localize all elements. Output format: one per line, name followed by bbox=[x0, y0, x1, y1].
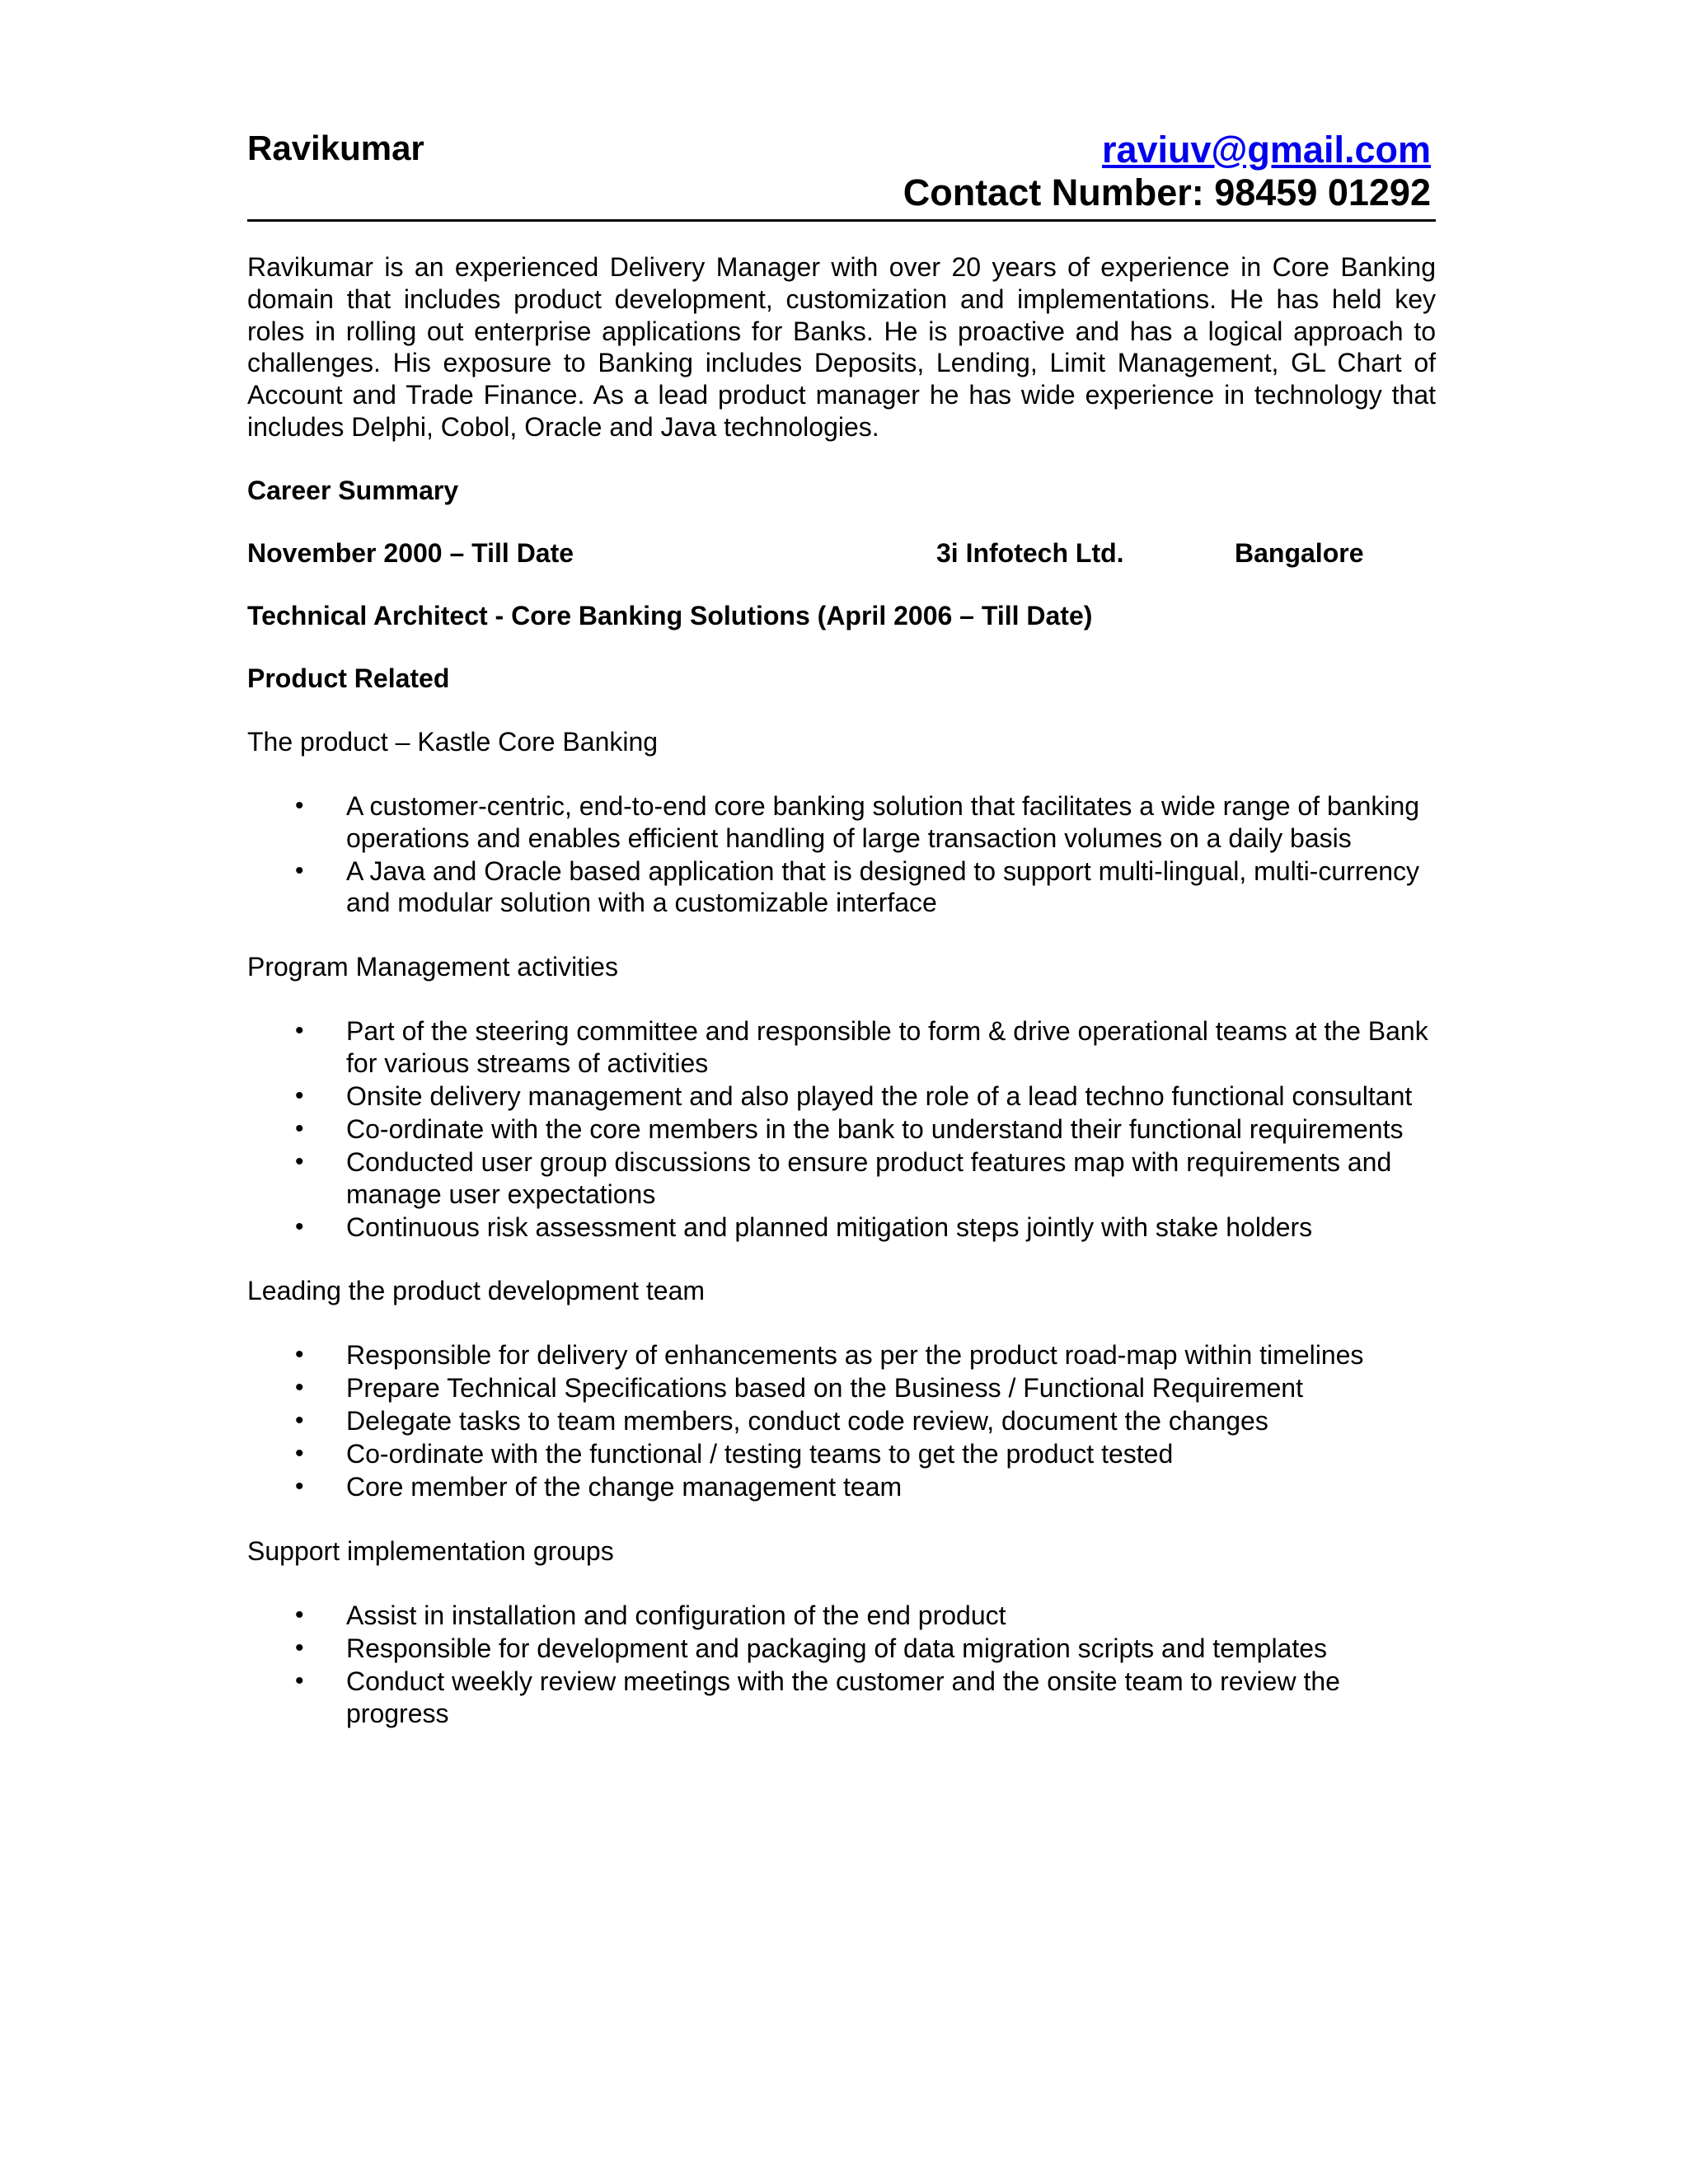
role-title: Technical Architect - Core Banking Solutions (April 2006 – Till Date) bbox=[247, 600, 1093, 630]
employment-location: Bangalore bbox=[1235, 537, 1364, 568]
employment-period: November 2000 – Till Date bbox=[247, 537, 574, 568]
bullet-icon: • bbox=[295, 1407, 304, 1435]
list-item: • A Java and Oracle based application that is designed to support multi-lingual, multi-currency and modular solution with a customizable interface bbox=[295, 855, 1420, 918]
bullet-icon: • bbox=[295, 1147, 304, 1175]
bullet-icon: • bbox=[295, 1341, 304, 1369]
product-intro: The product – Kastle Core Banking bbox=[247, 726, 659, 757]
support-heading: Support implementation groups bbox=[247, 1536, 614, 1567]
product-related-heading: Product Related bbox=[247, 663, 450, 693]
bullet-icon: • bbox=[295, 1473, 304, 1501]
support-list bbox=[247, 1600, 1436, 1730]
bullet-icon: • bbox=[295, 1601, 304, 1629]
bullet-icon: • bbox=[295, 856, 304, 884]
list-item: • Assist in installation and configuration of the end product bbox=[295, 1601, 1006, 1631]
bullet-icon: • bbox=[295, 1374, 304, 1402]
list-item: • Core member of the change management team bbox=[295, 1472, 903, 1502]
list-item: • Part of the steering committee and responsible to form & drive operational teams at the Bank for various streams of activities bbox=[295, 1016, 1428, 1078]
contact-number: Contact Number: 98459 01292 bbox=[903, 171, 1431, 213]
resume-header bbox=[247, 124, 1436, 222]
bullet-icon: • bbox=[295, 1634, 304, 1662]
list-item: • Prepare Technical Specifications based on the Business / Functional Requirement bbox=[295, 1373, 1303, 1404]
resume-page bbox=[247, 124, 1436, 1731]
bullet-icon: • bbox=[295, 1081, 304, 1109]
product-list bbox=[247, 790, 1436, 919]
bullet-icon: • bbox=[295, 1667, 304, 1695]
bullet-icon: • bbox=[295, 1114, 304, 1142]
program-heading: Program Management activities bbox=[247, 952, 618, 982]
employer-name: 3i Infotech Ltd. bbox=[936, 537, 1124, 568]
list-item: • Co-ordinate with the core members in the bank to understand their functional requirements bbox=[295, 1113, 1404, 1144]
list-item: • Co-ordinate with the functional / testing teams to get the product tested bbox=[295, 1439, 1174, 1469]
list-item: • Onsite delivery management and also played the role of a lead techno functional consultant bbox=[295, 1080, 1413, 1111]
candidate-name: Ravikumar bbox=[247, 129, 424, 167]
list-item: • Conduct weekly review meetings with the customer and the onsite team to review the progress bbox=[295, 1666, 1340, 1728]
list-item: • Responsible for delivery of enhancements as per the product road-map within timelines bbox=[295, 1340, 1364, 1371]
bullet-icon: • bbox=[295, 791, 304, 819]
list-item: • Responsible for development and packaging of data migration scripts and templates bbox=[295, 1633, 1328, 1664]
career-summary-heading: Career Summary bbox=[247, 475, 459, 505]
bullet-icon: • bbox=[295, 1440, 304, 1468]
leading-list bbox=[247, 1339, 1436, 1503]
bullet-icon: • bbox=[295, 1017, 304, 1045]
list-item: • Conducted user group discussions to ensure product features map with requirements and manage user expectations bbox=[295, 1146, 1392, 1209]
bullet-icon: • bbox=[295, 1212, 304, 1240]
email-link[interactable]: raviuv@gmail.com bbox=[1101, 129, 1431, 171]
list-item: • Continuous risk assessment and planned mitigation steps jointly with stake holders bbox=[295, 1212, 1313, 1242]
list-item: • Delegate tasks to team members, conduct code review, document the changes bbox=[295, 1406, 1268, 1436]
employment-row bbox=[247, 537, 1436, 569]
profile-summary: Ravikumar is an experienced Delivery Manager with over 20 years of experience in Core Banking domain that includes product development, customization and implementations. He has held key roles in rolling out enterprise applications for Banks. He is proactive and has a logical approach to challenges. His exposure to Banking includes Deposits, Lending, Limit Management, GL Chart of Account and Trade Finance. As a lead product manager he has wide experience in technology that includes Delphi, Cobol, Oracle and Java technologies. bbox=[247, 252, 1436, 442]
leading-heading: Leading the product development team bbox=[247, 1276, 706, 1306]
program-list bbox=[247, 1015, 1436, 1243]
list-item: • A customer-centric, end-to-end core banking solution that facilitates a wide range of banking operations and enables efficient handling of large transaction volumes on a daily basis bbox=[295, 790, 1420, 853]
